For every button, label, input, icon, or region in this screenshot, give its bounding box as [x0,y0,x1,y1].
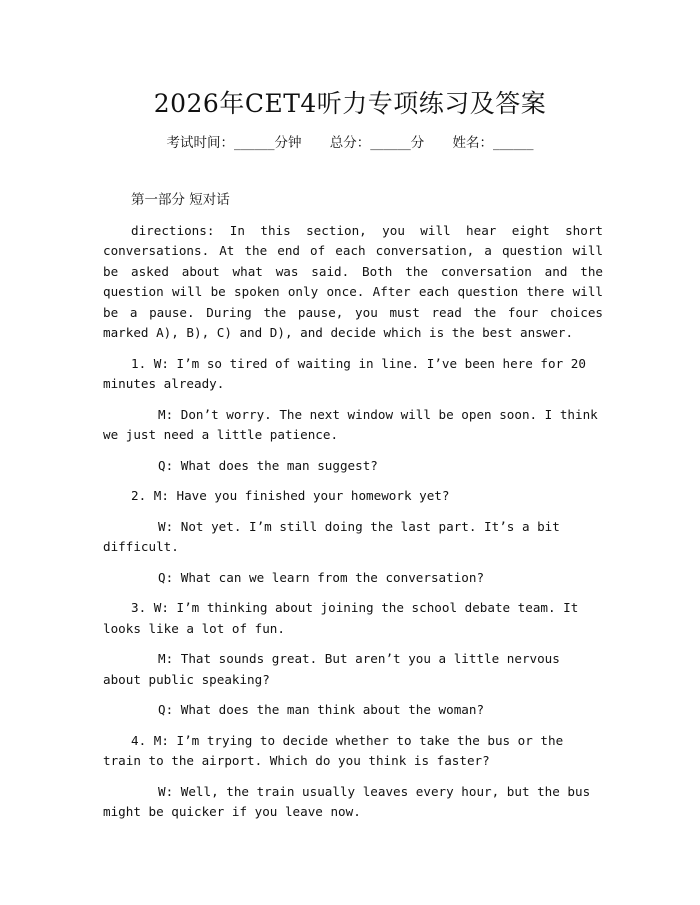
name-field: 姓名：______ [452,135,534,151]
item-1-question: Q: What does the man suggest? [158,457,378,473]
item-1-line-1: 1. W: I’m so tired of waiting in line. I’ve been here for 20 minutes already. [103,355,586,391]
exam-time-field: 考试时间：______分钟 [166,135,302,151]
item-3-line-2: M: That sounds great. But aren’t you a little nervous about public speaking? [103,651,560,687]
item-4-line-2: W: Well, the train usually leaves every hour, but the bus might be quicker if you leave now. [103,783,591,819]
page-title: 2026年CET4听力专项练习及答案 [153,89,547,118]
item-2-line-2: W: Not yet. I’m still doing the last part. It’s a bit difficult. [103,518,560,554]
item-4-line-1: 4. M: I’m trying to decide whether to take the bus or the train to the airport. Which do you think is faster? [103,732,564,768]
item-1-line-2: M: Don’t worry. The next window will be open soon. I think we just need a little patience. [103,406,598,442]
section-heading: 第一部分 短对话 [131,192,230,208]
item-2-question: Q: What can we learn from the conversation? [158,569,485,585]
document-body [103,190,603,833]
directions-text: directions: In this section, you will hear eight short conversations. At the end of each conversation, a question will be asked about what was said. Both the conversation and the question will be spoken only once. After each question there will be a pause. During the pause, you must read the four choices marked A), B), C) and D), and decide which is the best answer. [103,222,603,340]
item-2-line-1: 2. M: Have you finished your homework yet? [131,488,450,503]
exam-info [0,131,700,151]
item-3-question: Q: What does the man think about the woman? [158,702,485,717]
item-3-line-1: 3. W: I’m thinking about joining the school debate team. It looks like a lot of fun. [103,600,579,636]
total-score-field: 总分：______分 [329,135,425,151]
